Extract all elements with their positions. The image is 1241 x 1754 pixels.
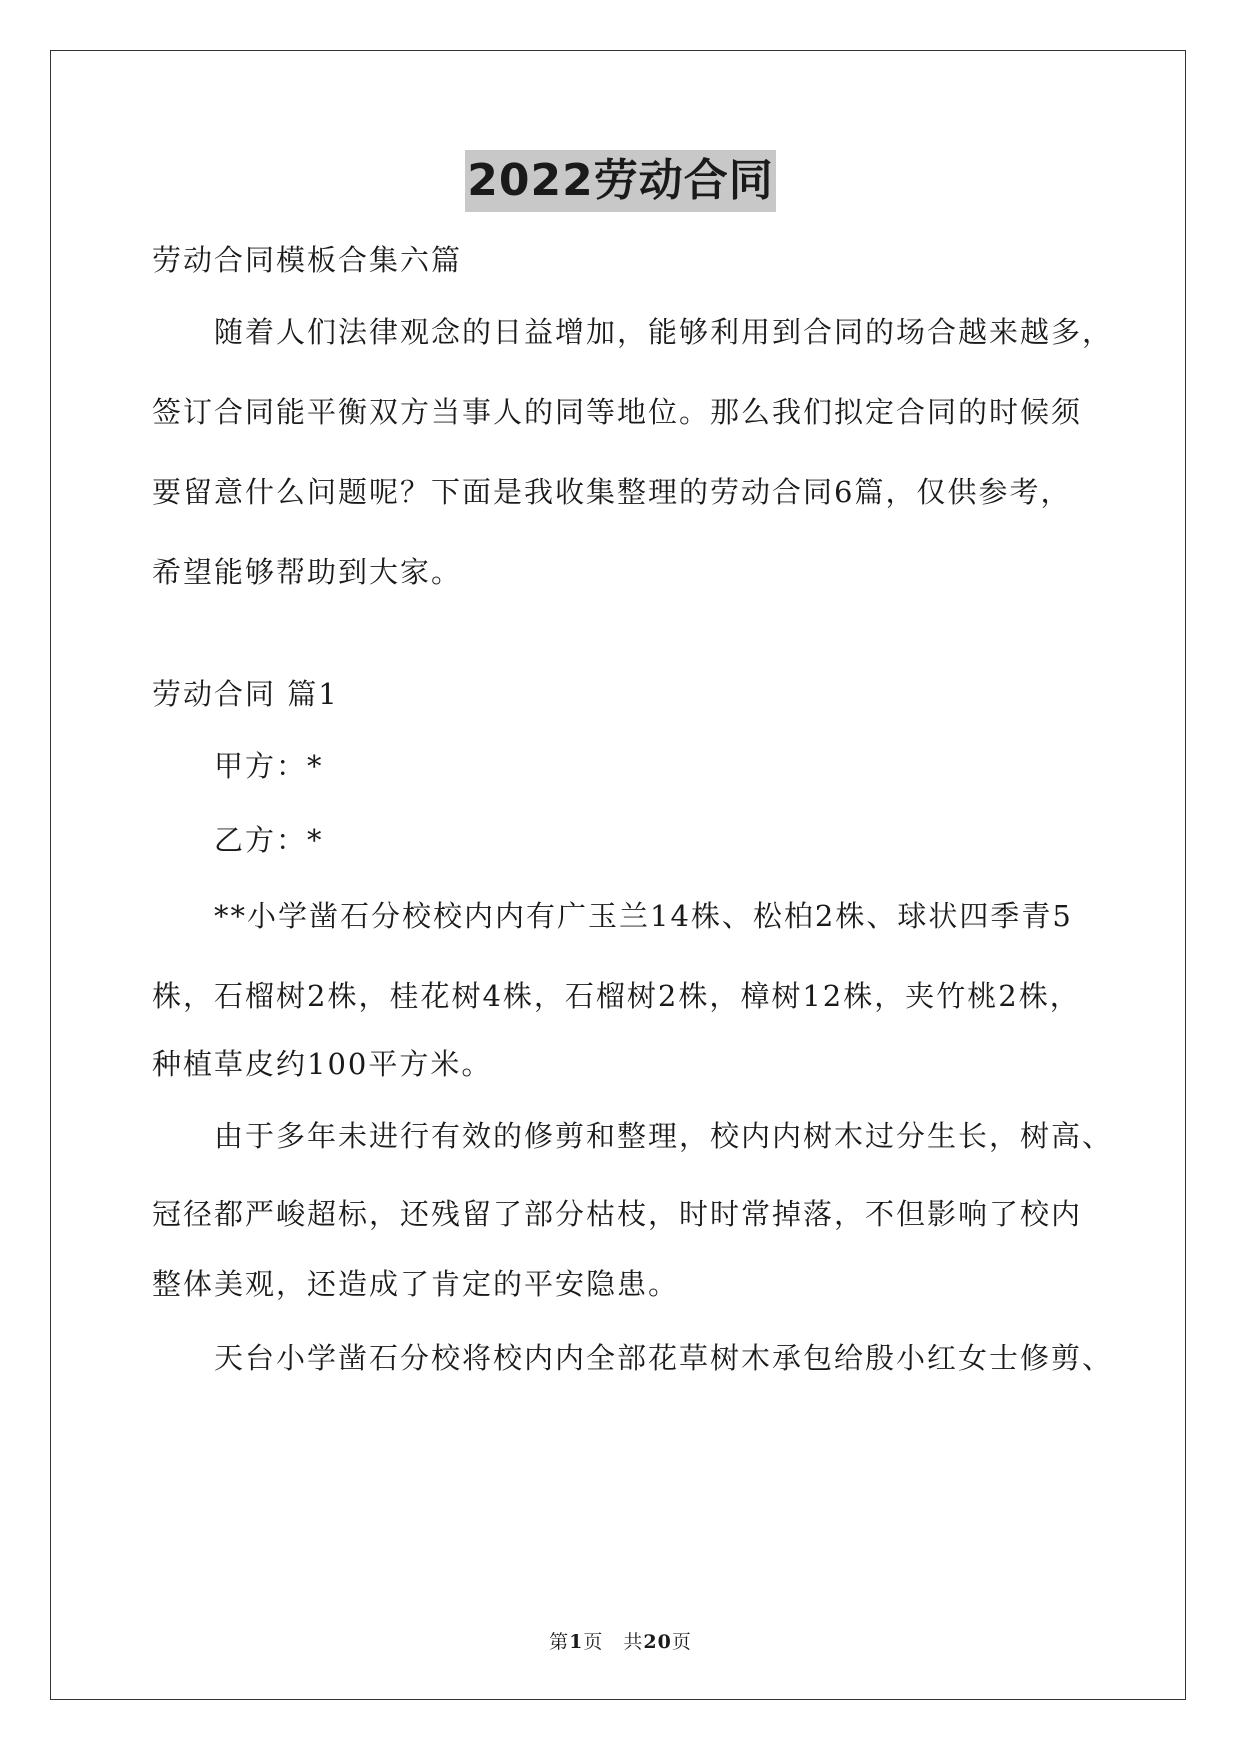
para3-line-1: 天台小学凿石分校将校内内全部花草树木承包给殷小红女士修剪、 bbox=[214, 1341, 1114, 1375]
document-subtitle: 劳动合同模板合集六篇 bbox=[152, 243, 463, 277]
para1-line-3: 种植草皮约100平方米。 bbox=[152, 1047, 493, 1081]
title-wrap bbox=[0, 150, 1241, 212]
footer-page-current: 1 bbox=[569, 1631, 584, 1653]
paragraph-2-cont2 bbox=[152, 1244, 1092, 1324]
paragraph-2-cont bbox=[152, 1174, 1092, 1254]
intro-paragraph bbox=[152, 292, 1154, 372]
footer-page-total: 20 bbox=[643, 1631, 672, 1653]
party-b: 乙方：* bbox=[214, 823, 324, 857]
para2-line-2: 冠径都严峻超标，还残留了部分枯枝，时时常掉落，不但影响了校内 bbox=[152, 1197, 1083, 1231]
para2-line-3: 整体美观，还造成了肯定的平安隐患。 bbox=[152, 1267, 680, 1301]
party-a: 甲方：* bbox=[214, 749, 324, 783]
para1-line-1: **小学凿石分校校内内有广玉兰14株、松柏2株、球状四季青5 bbox=[214, 899, 1073, 933]
intro-line-3: 要留意什么问题呢？下面是我收集整理的劳动合同6篇，仅供参考， bbox=[152, 475, 1072, 509]
footer-prefix: 第 bbox=[549, 1631, 570, 1653]
para1-line-2: 株，石榴树2株，桂花树4株，石榴树2株，樟树12株，夹竹桃2株， bbox=[152, 979, 1081, 1013]
intro-paragraph-cont bbox=[152, 372, 1092, 612]
intro-line-1: 随着人们法律观念的日益增加，能够利用到合同的场合越来越多， bbox=[214, 315, 1114, 349]
intro-line-4: 希望能够帮助到大家。 bbox=[152, 555, 463, 589]
paragraph-1-cont2 bbox=[152, 1024, 1092, 1104]
page-footer bbox=[0, 1627, 1241, 1654]
intro-line-2: 签订合同能平衡双方当事人的同等地位。那么我们拟定合同的时候须 bbox=[152, 395, 1083, 429]
footer-suffix: 页 bbox=[671, 1631, 692, 1653]
paragraph-1 bbox=[152, 876, 1154, 956]
paragraph-2 bbox=[152, 1096, 1154, 1176]
document-title: 2022劳动合同 bbox=[465, 150, 775, 212]
paragraph-3 bbox=[152, 1318, 1154, 1398]
footer-mid: 页 共 bbox=[583, 1631, 644, 1653]
section-heading: 劳动合同 篇1 bbox=[152, 677, 339, 711]
para2-line-1: 由于多年未进行有效的修剪和整理，校内内树木过分生长，树高、 bbox=[214, 1119, 1114, 1153]
